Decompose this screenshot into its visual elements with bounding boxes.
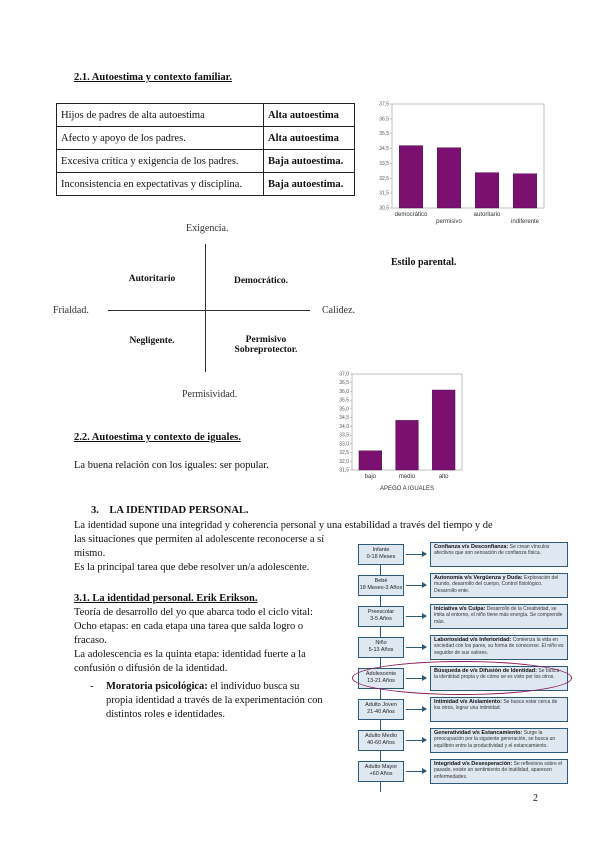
x-category-label: indiferente <box>510 219 540 225</box>
y-tick-label: 36,5 <box>379 116 389 123</box>
table-cell-factor: Afecto y apoyo de los padres. <box>57 127 264 150</box>
y-tick-label: 34,0 <box>339 423 349 430</box>
stage-crisis-title: Intimidad v/s Aislamiento: <box>434 699 502 705</box>
chart-estilo-parental-svg <box>370 98 548 236</box>
erikson-desc-box <box>430 573 568 598</box>
section-3-heading <box>91 505 249 516</box>
stage-crisis-title: Iniciativa v/s Culpa: <box>434 606 486 612</box>
quadrant-autoritario: Autoritario <box>128 274 176 284</box>
erikson-stage-box <box>358 699 404 720</box>
section-3-1-line3: fracaso. <box>74 635 107 646</box>
stage-crisis-desc: Comienza la vida en sociedad con los pares, su forma de conocerse. El niño es seguidor de sus valores. <box>434 637 564 656</box>
stage-crisis-title: Integridad v/s Desesperación: <box>434 761 513 767</box>
stage-name: Adulto Joven <box>365 702 397 708</box>
y-tick-label: 35,5 <box>339 397 349 404</box>
section-3-1-line5: confusión o difusión de la identidad. <box>74 663 228 674</box>
stage-crisis-desc: Surge la preocupación por la siguiente generación, se busca un equilibrio entre la productividad y el estancamiento. <box>434 730 556 749</box>
bar <box>475 173 499 208</box>
table-row <box>57 127 355 150</box>
bar <box>432 390 455 470</box>
x-category-label: alto <box>438 474 449 480</box>
stage-crisis-title: Laboriosidad v/s Inferioridad: <box>434 637 512 643</box>
x-axis-title: APEGO A IGUALES <box>379 486 435 492</box>
quadrant-label-top: Exigencia. <box>186 223 229 234</box>
stage-crisis-desc: Se busca estar cerca de los otros, lograr una intimidad. <box>434 699 558 712</box>
table-cell-result: Baja autoestima. <box>264 173 355 196</box>
y-tick-label: 34,5 <box>339 415 349 422</box>
quadrant-permisivo-line1: Permisivo <box>245 335 287 345</box>
y-tick-label: 35,0 <box>339 406 349 413</box>
y-tick-label: 31,5 <box>379 190 389 197</box>
quadrant-label-bottom: Permisividad. <box>182 389 238 400</box>
page-number: 2 <box>533 793 538 804</box>
erikson-desc-box <box>430 697 568 722</box>
chart-apego-iguales-svg <box>330 370 470 496</box>
quadrant-democratico: Democrático. <box>233 276 289 286</box>
stage-crisis-desc: Se crean vínculos afectivos que son sensación de confianza física. <box>434 544 550 557</box>
stage-name: Bebé <box>374 578 388 584</box>
section-3-1-body <box>74 606 346 676</box>
stage-name: Preescolar <box>367 609 395 615</box>
chart-estilo-parental <box>370 98 548 236</box>
stage-age: 0-18 Meses <box>366 554 396 560</box>
bullet-line3: distintos roles e identidades. <box>106 709 225 720</box>
erikson-diagram <box>350 540 575 802</box>
stage-crisis-desc: Exploración del mundo, desarrollo del cuerpo, Control fisiológico. Desarrollo ente. <box>434 575 559 594</box>
section-3-line4: Es la principal tarea que debe resolver un/a adolescente. <box>74 562 310 573</box>
erikson-desc-box <box>430 604 568 629</box>
x-category-label: permisivo <box>436 219 462 225</box>
erikson-arrow <box>406 554 426 555</box>
section-3-1-line1: Teoría de desarrollo del yo que abarca todo el ciclo vital: <box>74 607 313 618</box>
section-3-number: 3. <box>91 505 99 516</box>
table-row <box>57 104 355 127</box>
chart-apego-iguales <box>330 370 470 496</box>
stage-age: 40-60 Años <box>367 740 395 746</box>
y-tick-label: 37,0 <box>339 371 349 378</box>
stage-crisis-title: Generatividad v/s Estancamiento: <box>434 730 523 736</box>
section-3-title: LA IDENTIDAD PERSONAL. <box>109 505 249 516</box>
y-tick-label: 36,0 <box>339 388 349 395</box>
stage-name: Adulto Mayor <box>364 764 398 770</box>
bullet-term: Moratoria psicológica: <box>106 681 208 692</box>
bar <box>513 174 537 208</box>
erikson-stage-box <box>358 575 404 596</box>
bullet-line1: el individuo busca su <box>207 681 300 692</box>
y-tick-label: 30,5 <box>379 205 389 212</box>
section-3-line1: La identidad supone una integridad y coherencia personal y una estabilidad a través del tiempo y de <box>74 520 493 531</box>
x-category-label: medio <box>398 474 416 480</box>
bar <box>396 420 419 470</box>
table-cell-result: Alta autoestima <box>264 104 355 127</box>
section-3-1-line4: La adolescencia es la quinta etapa: identidad fuerte a la <box>74 649 306 660</box>
section-3-line3: mismo. <box>74 548 106 559</box>
adolescence-highlight-ellipse <box>352 661 572 695</box>
y-tick-label: 36,5 <box>339 380 349 387</box>
estilo-parental-label: Estilo parental. <box>391 257 457 268</box>
stage-name: Niño <box>375 640 387 646</box>
section-2-2-heading: 2.2. Autoestima y contexto de iguales. <box>74 432 241 443</box>
stage-age: 21-40 Años <box>367 709 395 715</box>
stage-age: 18 Meses-3 Años <box>359 585 403 591</box>
erikson-desc-box <box>430 728 568 753</box>
quadrant-label-right: Calidez. <box>322 305 356 316</box>
erikson-desc-box <box>430 635 568 660</box>
stage-age: 13-21 Años <box>367 678 395 684</box>
section-2-2-text: La buena relación con los iguales: ser popular. <box>74 460 269 471</box>
erikson-desc-box <box>430 542 568 567</box>
erikson-stage-box <box>358 544 404 565</box>
erikson-arrow <box>406 616 426 617</box>
stage-crisis-desc: Se reflexiona sobre el pasado, existe un sentimiento de inutilidad, aparecen enfermedades. <box>434 761 563 780</box>
y-tick-label: 33,0 <box>339 441 349 448</box>
x-category-label: bajo <box>364 474 377 480</box>
stage-name: Adolescente <box>365 671 397 677</box>
table-cell-factor: Inconsistencia en expectativas y disciplina. <box>57 173 264 196</box>
stage-age: 3-5 Años <box>370 616 392 622</box>
section-3-1-line2: Ocho etapas: en cada etapa una tarea que salda logro o <box>74 621 304 632</box>
y-tick-label: 32,5 <box>339 450 349 457</box>
erikson-arrow <box>406 740 426 741</box>
y-tick-label: 33,5 <box>339 432 349 439</box>
stage-age: 5-13 Años <box>368 647 394 653</box>
stage-crisis-title: Búsqueda de v/s Difusión de Identidad: <box>434 668 537 674</box>
erikson-arrow <box>406 709 426 710</box>
y-tick-label: 34,5 <box>379 146 389 153</box>
bar <box>399 146 423 208</box>
stage-crisis-desc: Se busca la identidad propia y de cómo se es visto por los otros. <box>434 668 560 681</box>
erikson-arrow <box>406 771 426 772</box>
erikson-stage-box <box>358 637 404 658</box>
table-cell-factor: Excesiva crítica y exigencia de los padres. <box>57 150 264 173</box>
quadrant-permisivo-line2: Sobreprotector. <box>234 345 298 355</box>
y-tick-label: 31,5 <box>339 467 349 474</box>
quadrant-label-left: Frialdad. <box>53 305 89 316</box>
table-row <box>57 173 355 196</box>
y-tick-label: 33,5 <box>379 160 389 167</box>
table-row <box>57 150 355 173</box>
bar <box>437 148 461 208</box>
bullet-line2: propia identidad a través de la experimentación con <box>106 695 323 706</box>
erikson-desc-box <box>430 759 568 784</box>
autoestima-familia-table <box>56 103 355 196</box>
quadrant-vertical-axis <box>205 244 206 372</box>
section-3-line2: las situaciones que permiten al adolescente reconocerse a sí <box>74 534 325 545</box>
quadrant-horizontal-axis <box>108 310 310 311</box>
bar <box>359 451 382 470</box>
moratoria-bullet <box>90 680 346 722</box>
stage-crisis-title: Confianza v/s Desconfianza: <box>434 544 509 550</box>
stage-crisis-title: Autonomía v/s Vergüenza y Duda: <box>434 575 523 581</box>
table-cell-result: Baja autoestima. <box>264 150 355 173</box>
stage-age: +60 Años <box>369 771 393 777</box>
erikson-arrow <box>406 585 426 586</box>
y-tick-label: 32,0 <box>339 458 349 465</box>
y-tick-label: 35,5 <box>379 131 389 138</box>
table-cell-result: Alta autoestima <box>264 127 355 150</box>
stage-name: Adulto Medio <box>364 733 398 739</box>
bullet-dash: - <box>90 681 94 692</box>
x-category-label: autoritario <box>473 212 501 218</box>
erikson-stage-box <box>358 761 404 782</box>
quadrant-permisivo <box>226 335 306 355</box>
stage-name: Infante <box>372 547 390 553</box>
y-tick-label: 32,5 <box>379 175 389 182</box>
quadrant-negligente: Negligente. <box>129 336 175 346</box>
y-tick-label: 37,5 <box>379 101 389 108</box>
x-category-label: democrático <box>394 212 428 218</box>
table-cell-factor: Hijos de padres de alta autoestima <box>57 104 264 127</box>
stage-crisis-desc: Desarrollo de la Creatividad, se imita al entorno, el niño tiene más energía. Se comprende más. <box>434 606 563 625</box>
erikson-stage-box <box>358 606 404 627</box>
erikson-arrow <box>406 647 426 648</box>
section-2-1-heading: 2.1. Autoestima y contexto familiar. <box>74 72 232 83</box>
section-3-1-heading: 3.1. La identidad personal. Erik Erikson. <box>74 593 258 604</box>
erikson-stage-box <box>358 730 404 751</box>
